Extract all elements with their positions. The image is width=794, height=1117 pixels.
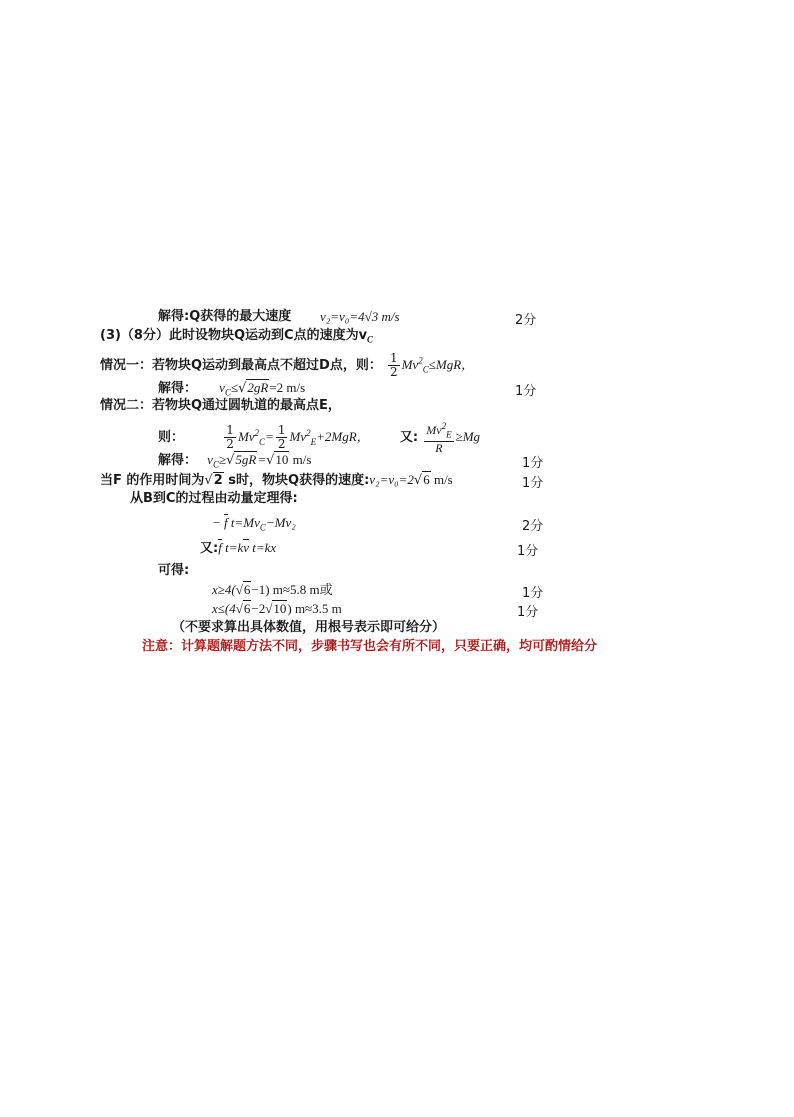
max-speed-equation — [320, 309, 400, 325]
heading-text: (3)（8分）此时设物块Q运动到C点的速度为v — [100, 328, 368, 343]
fraction-denominator: 2 — [226, 437, 234, 452]
math-term: ≥ — [218, 452, 227, 467]
label-text: 解得:Q获得的最大速度 — [158, 309, 292, 324]
impulse-relation — [200, 540, 276, 557]
math-term: v — [219, 380, 225, 395]
math-term: ≤MgR， — [428, 357, 475, 372]
fraction-centripetal: $\frac{Mv^2_E}{R}$ — [426, 421, 452, 456]
score-mark: 1分 — [522, 456, 544, 471]
case-one-solution: 解得： $v_C\le√2gR=2$ m/s — [158, 380, 306, 398]
force-time-line: 当F 的作用时间为√2 s时，物块Q获得的速度:v₂=v₀=2√6 m/s — [100, 472, 453, 488]
math-term: x≥4( — [212, 582, 236, 597]
radicand: 6 — [423, 472, 430, 487]
average-velocity-symbol: v — [243, 540, 250, 555]
unit-text: m/s — [289, 452, 312, 467]
fraction-half — [388, 352, 400, 379]
part3-heading — [100, 328, 373, 348]
subscript: C — [212, 459, 219, 470]
fraction-numerator: Mv — [426, 423, 442, 437]
score-mark: 1分 — [522, 586, 544, 601]
score-mark: 2分 — [515, 313, 537, 328]
radicand: 10 — [273, 601, 287, 616]
label-text: 解得： — [158, 453, 198, 468]
grading-note-text: （不要求算出具体数值，用根号表示即可给分） — [172, 620, 446, 635]
score-mark: 1分 — [522, 476, 544, 491]
math-term: t=kx — [249, 540, 277, 555]
math-term: = — [265, 429, 274, 445]
result-upper-bound: x≤(4√6−2√10) m≈3.5 m — [212, 601, 342, 616]
subscript: C — [259, 522, 266, 533]
case-two-text: 情况二：若物块Q通过圆轨道的最高点E， — [100, 398, 341, 413]
math-term: t=Mv — [227, 515, 260, 530]
score-mark: 2分 — [522, 519, 544, 534]
momentum-theorem-line — [130, 491, 298, 507]
radicand: 5gR — [235, 452, 257, 467]
case-two-line — [100, 398, 341, 414]
fraction-numerator: 1 — [389, 351, 398, 365]
math-term: v — [207, 452, 213, 467]
radicand: 2gR — [247, 380, 269, 395]
math-term: =2 m/s — [269, 380, 306, 395]
math-term: ≥Mg — [455, 429, 481, 445]
radicand: 10 — [275, 452, 289, 467]
score-mark: 1分 — [517, 544, 539, 559]
fraction-denominator: 2 — [389, 365, 398, 379]
math-term: ≤ — [230, 380, 239, 395]
label-text: 从B到C的过程由动量定理得: — [130, 491, 298, 506]
subscript: C — [367, 334, 374, 345]
math-term: −1) m≈5.8 m或 — [251, 582, 333, 597]
math-term: Mv — [289, 429, 307, 445]
fraction-half: $\frac{1}{2}$ — [277, 423, 286, 452]
case-two-equations: 则： $\frac{1}{2}$ $Mv^2_C=$ $\frac{1}{2}$ $Mv^2_E+2MgR$， 又: $\frac{Mv^2_E}{R}$ ≥Mg — [158, 421, 481, 456]
radicand: 6 — [243, 582, 251, 597]
case-one-line: 情况一：若物块Q运动到最高点不超过D点，则： $\frac{1}{2}$ $Mv^2_C\le MgR$， — [100, 351, 475, 379]
score-mark: 1分 — [515, 384, 537, 399]
grading-note — [172, 620, 445, 636]
equation-text: v₂=v₀=4√3 m/s — [320, 309, 400, 324]
math-term: v₂=v₀=2 — [369, 472, 414, 487]
math-term: Mv — [401, 357, 419, 372]
math-term: − — [212, 515, 221, 530]
subscript: C — [224, 387, 231, 398]
math-term: = — [257, 452, 267, 467]
fraction-half — [224, 424, 236, 451]
label-text: 又: — [200, 541, 219, 556]
case-two-solution: 解得： $v_C\ge√5gR=√10$ m/s — [158, 452, 312, 470]
math-term: t=k — [221, 540, 244, 555]
label-text: 当F 的作用时间为 — [100, 473, 205, 488]
momentum-equation — [212, 515, 296, 536]
math-term: +2MgR， — [316, 429, 370, 445]
fraction-numerator: 1 — [226, 423, 234, 438]
score-mark: 1分 — [517, 605, 539, 620]
label-text: 可得: — [158, 563, 190, 578]
label-text: s时，物块Q获得的速度: — [223, 473, 370, 488]
math-term: x≤(4 — [212, 601, 236, 616]
math-term: Mv — [237, 429, 255, 445]
average-force-symbol: f — [224, 515, 228, 530]
label-text: 解得： — [158, 381, 198, 396]
unit-text: m/s — [430, 472, 453, 487]
average-force-symbol: f — [218, 540, 222, 555]
label-text: 则： — [158, 430, 185, 446]
attention-note-text: 注意：计算题解题方法不同，步骤书写也会有所不同，只要正确，均可酌情给分 — [142, 639, 598, 654]
label-text: 又: — [399, 430, 419, 446]
case-one-text: 情况一：若物块Q运动到最高点不超过D点，则： — [100, 358, 382, 373]
math-term: ) m≈3.5 m — [287, 601, 342, 616]
attention-note — [142, 639, 597, 655]
radicand: 2 — [213, 473, 223, 488]
solution-line-max-speed — [158, 309, 291, 325]
radicand: 6 — [243, 601, 251, 616]
result-lower-bound: x≥4(√6−1) m≈5.8 m或 — [212, 582, 333, 597]
fraction-denominator: R — [435, 441, 443, 456]
math-term: −Mv₂ — [265, 515, 296, 530]
conclusion-label — [158, 563, 189, 579]
math-term: −2 — [251, 601, 266, 616]
